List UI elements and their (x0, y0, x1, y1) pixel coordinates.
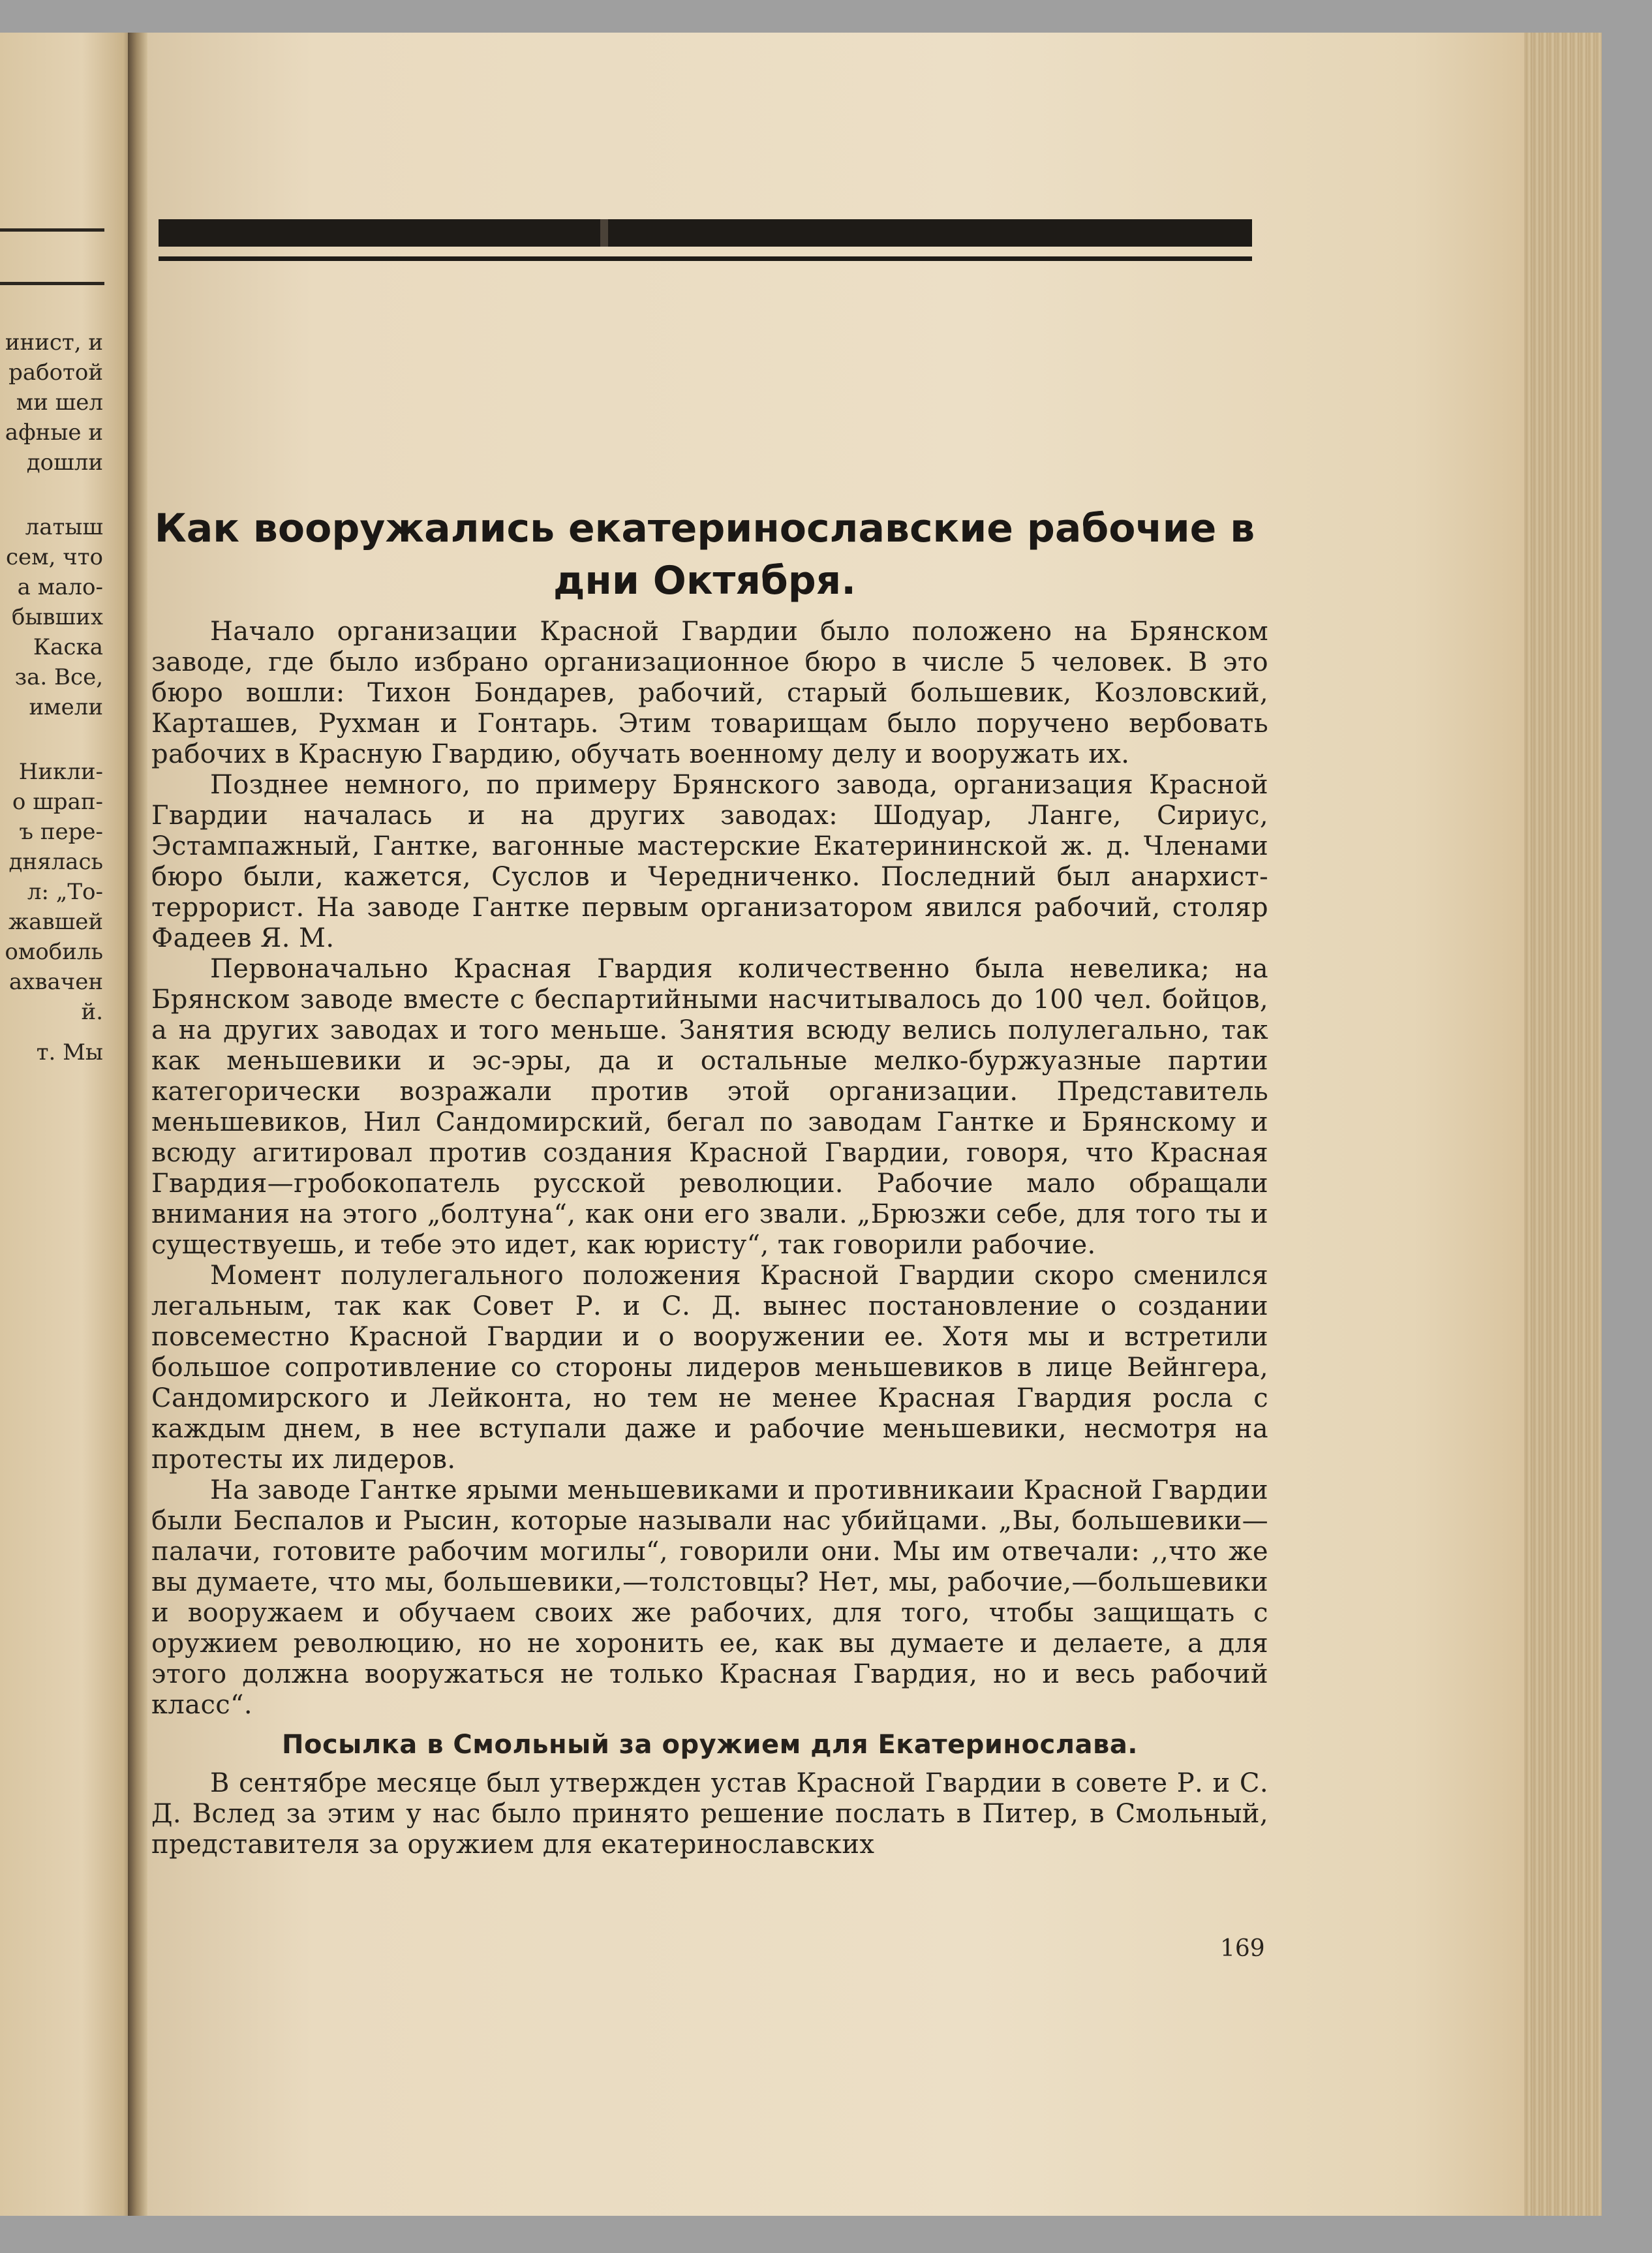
left-page-line: л: „То- (27, 879, 103, 905)
book-gutter (128, 33, 147, 2216)
page-number: 169 (1220, 1935, 1265, 1962)
paragraph: Позднее немного, по примеру Брянского завода, организация Красной Гвардии началась и на других заводах: Шодуар, Ланге, Сириус, Эстампажный, Гантке, вагонные мастерские Екатерининской ж. д. Членами бюро были, кажется, Суслов и Чередниченко. Последний был анархист-террорист. На заводе Гантке первым организатором явился рабочий, столяр Фадеев Я. М. (151, 770, 1268, 953)
left-page-line: омобиль (5, 939, 103, 965)
left-page-line: имели (29, 694, 103, 720)
left-page-line: ъ пере- (19, 819, 103, 845)
paragraph: В сентябре месяце был утвержден устав Красной Гвардии в совете Р. и С. Д. Вслед за этим у нас было принято решение послать в Питер, в Смольный, представителя за оружием для екатеринославских (151, 1768, 1268, 1860)
left-page-line: Никли- (18, 759, 103, 785)
paragraph: Момент полулегального положения Красной Гвардии скоро сменился легальным, так как Совет Р. и С. Д. вынес постановление о создании повсеместно Красной Гвардии и о вооружении ее. Хотя мы и встретили большое сопротивление со стороны лидеров меньшевиков в лице Вейнгера, Сандомирского и Лейконта, но тем не менее Красная Гвардия росла с каждым днем, в нее вступали даже и рабочие меньшевики, несмотря на протесты их лидеров. (151, 1261, 1268, 1475)
header-rule (159, 256, 1252, 261)
section-subheading: Посылка в Смольный за оружием для Екатеринослава. (281, 1730, 1139, 1760)
left-page-line: т. Мы (36, 1039, 103, 1065)
left-page-line: бывших (11, 604, 103, 630)
header-ornament-divider (600, 219, 608, 247)
left-page-line: жавшей (8, 909, 103, 935)
left-page-line: сем, что (6, 544, 103, 570)
header-ornament-bar (159, 219, 1252, 247)
page-edges (1524, 33, 1602, 2216)
left-page-line: латыш (25, 514, 103, 540)
left-page-line: о шрап- (12, 789, 103, 815)
left-page-line: инист, и (5, 330, 103, 356)
paragraph: На заводе Гантке ярыми меньшевиками и противникаии Красной Гвардии были Беспалов и Рысин, которые называли нас убийцами. „Вы, большевики—палачи, готовите рабочим могилы“, говорили они. Мы им отвечали: ,,что же вы думаете, что мы, большевики,—толстовцы? Нет, мы, рабочие,—большевики и вооружаем и обучаем своих же рабочих, для того, чтобы защищать с оружием революцию, но не хоронить ее, как вы думаете и делаете, а для этого должна вооружаться не только Красная Гвардия, но и весь рабочий класс“. (151, 1475, 1268, 1720)
left-page-line: дошли (26, 450, 103, 476)
article-title (150, 502, 1259, 607)
left-page-line: днялась (8, 849, 103, 875)
title-line-2: дни Октября. (553, 558, 857, 604)
left-page-line: работой (8, 360, 103, 386)
paragraph: Первоначально Красная Гвардия количественно была невелика; на Брянском заводе вместе с беспартийными насчитывалось до 100 чел. бойцов, а на других заводах и того меньше. Занятия всюду велись полулегально, так как меньшевики и эс-эры, да и остальные мелко-буржуазные партии категорически возражали против этой организации. Представитель меньшевиков, Нил Сандомирский, бегал по заводам Гантке и Брянскому и всюду агитировал против создания Красной Гвардии, говоря, что Красная Гвардия—гробокопатель русской революции. Рабочие мало обращали внимания на этого „болтуна“, как они его звали. „Брюзжи себе, для того ты и существуешь, и тебе это идет, как юристу“, так говорили рабочие. (151, 954, 1268, 1260)
paragraph: Начало организации Красной Гвардии было положено на Брянском заводе, где было избрано организационное бюро в числе 5 человек. В это бюро вошли: Тихон Бондарев, рабочий, старый большевик, Козловский, Карташев, Рухман и Гонтарь. Этим товарищам было поручено вербовать рабочих в Красную Гвардию, обучать военному делу и вооружать их. (151, 617, 1268, 769)
left-page-rule (0, 282, 104, 285)
title-line-1: Как вооружались екатеринославские рабочие в (154, 506, 1255, 551)
article-body (151, 617, 1268, 1860)
left-page-line: ми шел (16, 390, 103, 416)
left-page-line: за. Все, (14, 664, 103, 690)
left-page-rule (0, 228, 104, 232)
left-page-fragment (0, 33, 137, 2216)
left-page-line: й. (81, 999, 103, 1025)
left-page-line: Каска (33, 634, 103, 660)
left-page-line: афные и (5, 420, 103, 446)
left-page-line: ахвачен (8, 969, 103, 995)
scanned-book-spread (0, 33, 1602, 2216)
left-page-line: а мало- (17, 574, 103, 600)
